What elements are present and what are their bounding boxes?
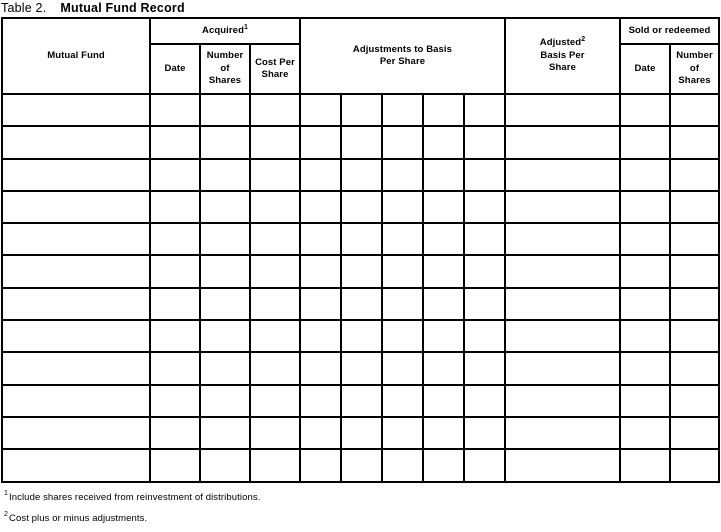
table-row (2, 288, 719, 320)
empty-cell (250, 449, 300, 481)
empty-cell (2, 320, 150, 352)
empty-cell (620, 255, 670, 287)
empty-cell (382, 94, 423, 126)
col-header-acquired-number-of-shares: Number of Shares (200, 44, 250, 94)
adjusted-basis-line2: Basis Per Share (540, 49, 585, 74)
empty-cell (620, 320, 670, 352)
empty-cell (670, 126, 719, 158)
empty-cell (505, 417, 620, 449)
table-row (2, 159, 719, 191)
empty-cell (150, 352, 200, 384)
footnote-2 (4, 513, 721, 525)
empty-cell (2, 191, 150, 223)
empty-cell (2, 223, 150, 255)
empty-cell (423, 255, 464, 287)
empty-cell (300, 191, 341, 223)
empty-cell (620, 191, 670, 223)
empty-cell (341, 352, 382, 384)
empty-cell (670, 288, 719, 320)
empty-cell (505, 352, 620, 384)
empty-cell (250, 417, 300, 449)
col-header-acquired-date: Date (150, 44, 200, 94)
empty-cell (300, 159, 341, 191)
empty-cell (200, 126, 250, 158)
empty-cell (423, 417, 464, 449)
table-name: Mutual Fund Record (60, 1, 185, 15)
empty-cell (464, 352, 505, 384)
mutual-fund-record-table (1, 17, 720, 483)
empty-cell (620, 352, 670, 384)
empty-cell (670, 255, 719, 287)
empty-cell (382, 159, 423, 191)
empty-cell (300, 255, 341, 287)
col-header-sold-or-redeemed: Sold or redeemed (620, 18, 719, 44)
empty-cell (150, 223, 200, 255)
empty-cell (423, 449, 464, 481)
empty-cell (620, 449, 670, 481)
empty-cell (2, 385, 150, 417)
empty-cell (300, 94, 341, 126)
footnote-1-text: Include shares received from reinvestment of distributions. (9, 491, 261, 503)
empty-cell (200, 159, 250, 191)
empty-cell (2, 94, 150, 126)
empty-cell (200, 352, 250, 384)
empty-cell (250, 223, 300, 255)
empty-cell (250, 288, 300, 320)
empty-cell (341, 159, 382, 191)
empty-cell (2, 126, 150, 158)
empty-cell (341, 126, 382, 158)
table-row (2, 191, 719, 223)
empty-cell (382, 449, 423, 481)
table-row (2, 352, 719, 384)
empty-cell (382, 288, 423, 320)
empty-cell (620, 385, 670, 417)
empty-cell (250, 126, 300, 158)
empty-cell (382, 255, 423, 287)
empty-cell (250, 352, 300, 384)
col-header-mutual-fund: Mutual Fund (2, 18, 150, 94)
empty-cell (250, 320, 300, 352)
empty-cell (200, 223, 250, 255)
empty-cell (505, 159, 620, 191)
empty-cell (300, 223, 341, 255)
empty-cell (620, 417, 670, 449)
empty-cell (250, 191, 300, 223)
empty-cell (341, 320, 382, 352)
adjusted-footnote-ref: 2 (581, 36, 586, 44)
table-row (2, 94, 719, 126)
empty-cell (200, 417, 250, 449)
empty-cell (300, 288, 341, 320)
table-row (2, 126, 719, 158)
acquired-footnote-ref: 1 (243, 23, 248, 31)
empty-cell (200, 94, 250, 126)
empty-cell (423, 320, 464, 352)
empty-cell (150, 385, 200, 417)
empty-cell (341, 288, 382, 320)
empty-cell (200, 255, 250, 287)
empty-cell (464, 417, 505, 449)
empty-cell (300, 417, 341, 449)
empty-cell (670, 417, 719, 449)
empty-cell (250, 255, 300, 287)
empty-cell (2, 352, 150, 384)
empty-cell (300, 449, 341, 481)
empty-cell (670, 320, 719, 352)
empty-cell (150, 159, 200, 191)
empty-cell (200, 288, 250, 320)
empty-cell (620, 288, 670, 320)
empty-cell (300, 320, 341, 352)
empty-cell (505, 223, 620, 255)
empty-cell (423, 126, 464, 158)
table-number: Table 2. (1, 1, 47, 15)
footnote-2-text: Cost plus or minus adjustments. (9, 512, 148, 524)
empty-cell (341, 223, 382, 255)
footnote-2-marker: 2 (4, 511, 8, 519)
empty-cell (341, 417, 382, 449)
empty-cell (250, 94, 300, 126)
empty-cell (505, 449, 620, 481)
empty-cell (382, 191, 423, 223)
empty-cell (505, 255, 620, 287)
empty-cell (150, 94, 200, 126)
empty-cell (464, 94, 505, 126)
table-row (2, 255, 719, 287)
empty-cell (382, 126, 423, 158)
empty-cell (670, 191, 719, 223)
col-header-adjustments (300, 18, 505, 94)
empty-cell (200, 449, 250, 481)
empty-cell (200, 191, 250, 223)
empty-cell (505, 126, 620, 158)
empty-cell (670, 223, 719, 255)
empty-cell (505, 385, 620, 417)
table-row (2, 223, 719, 255)
col-header-sold-date: Date (620, 44, 670, 94)
empty-cell (423, 223, 464, 255)
col-header-sold-number-of-shares: Number of Shares (670, 44, 719, 94)
empty-cell (464, 255, 505, 287)
empty-cell (150, 288, 200, 320)
empty-cell (250, 385, 300, 417)
empty-cell (505, 320, 620, 352)
empty-cell (2, 417, 150, 449)
empty-cell (150, 449, 200, 481)
empty-cell (423, 159, 464, 191)
empty-cell (423, 288, 464, 320)
acquired-label: Acquired (202, 24, 244, 36)
col-header-adjusted-basis (505, 18, 620, 94)
empty-cell (464, 288, 505, 320)
empty-cell (300, 385, 341, 417)
empty-cell (423, 191, 464, 223)
empty-cell (670, 94, 719, 126)
adjusted-label: Adjusted (539, 37, 582, 49)
empty-cell (341, 94, 382, 126)
empty-cell (341, 385, 382, 417)
empty-cell (382, 223, 423, 255)
col-header-acquired-cost-per-share: Cost Per Share (250, 44, 300, 94)
empty-cell (382, 352, 423, 384)
empty-cell (2, 288, 150, 320)
empty-cell (620, 223, 670, 255)
empty-cell (464, 126, 505, 158)
footnotes (4, 492, 721, 525)
empty-cell (464, 223, 505, 255)
footnote-1-marker: 1 (4, 490, 8, 498)
empty-cell (200, 385, 250, 417)
empty-cell (341, 255, 382, 287)
empty-cell (670, 159, 719, 191)
empty-cell (423, 352, 464, 384)
empty-cell (341, 191, 382, 223)
empty-cell (150, 320, 200, 352)
table-row (2, 385, 719, 417)
empty-cell (464, 320, 505, 352)
empty-cell (670, 352, 719, 384)
empty-cell (2, 255, 150, 287)
empty-cell (150, 417, 200, 449)
empty-cell (464, 385, 505, 417)
empty-cell (2, 159, 150, 191)
table-row (2, 449, 719, 481)
table-title (1, 1, 721, 17)
empty-cell (505, 191, 620, 223)
col-header-acquired (150, 18, 300, 44)
empty-cell (150, 191, 200, 223)
empty-cell (382, 320, 423, 352)
footnote-1 (4, 492, 721, 504)
empty-cell (382, 385, 423, 417)
adjustments-label: Adjustments to Basis Per Share (352, 43, 453, 67)
table-row (2, 417, 719, 449)
empty-cell (423, 385, 464, 417)
empty-cell (300, 352, 341, 384)
empty-cell (670, 449, 719, 481)
empty-cell (620, 126, 670, 158)
empty-cell (382, 417, 423, 449)
adjusted-basis-line1 (508, 37, 617, 49)
empty-cell (200, 320, 250, 352)
empty-cell (250, 159, 300, 191)
table-row (2, 320, 719, 352)
empty-cell (670, 385, 719, 417)
empty-cell (300, 126, 341, 158)
empty-cell (505, 94, 620, 126)
empty-cell (464, 449, 505, 481)
empty-cell (150, 255, 200, 287)
empty-cell (423, 94, 464, 126)
empty-cell (341, 449, 382, 481)
empty-cell (464, 159, 505, 191)
empty-cell (2, 449, 150, 481)
empty-cell (620, 94, 670, 126)
empty-cell (150, 126, 200, 158)
empty-cell (620, 159, 670, 191)
empty-cell (464, 191, 505, 223)
empty-cell (505, 288, 620, 320)
